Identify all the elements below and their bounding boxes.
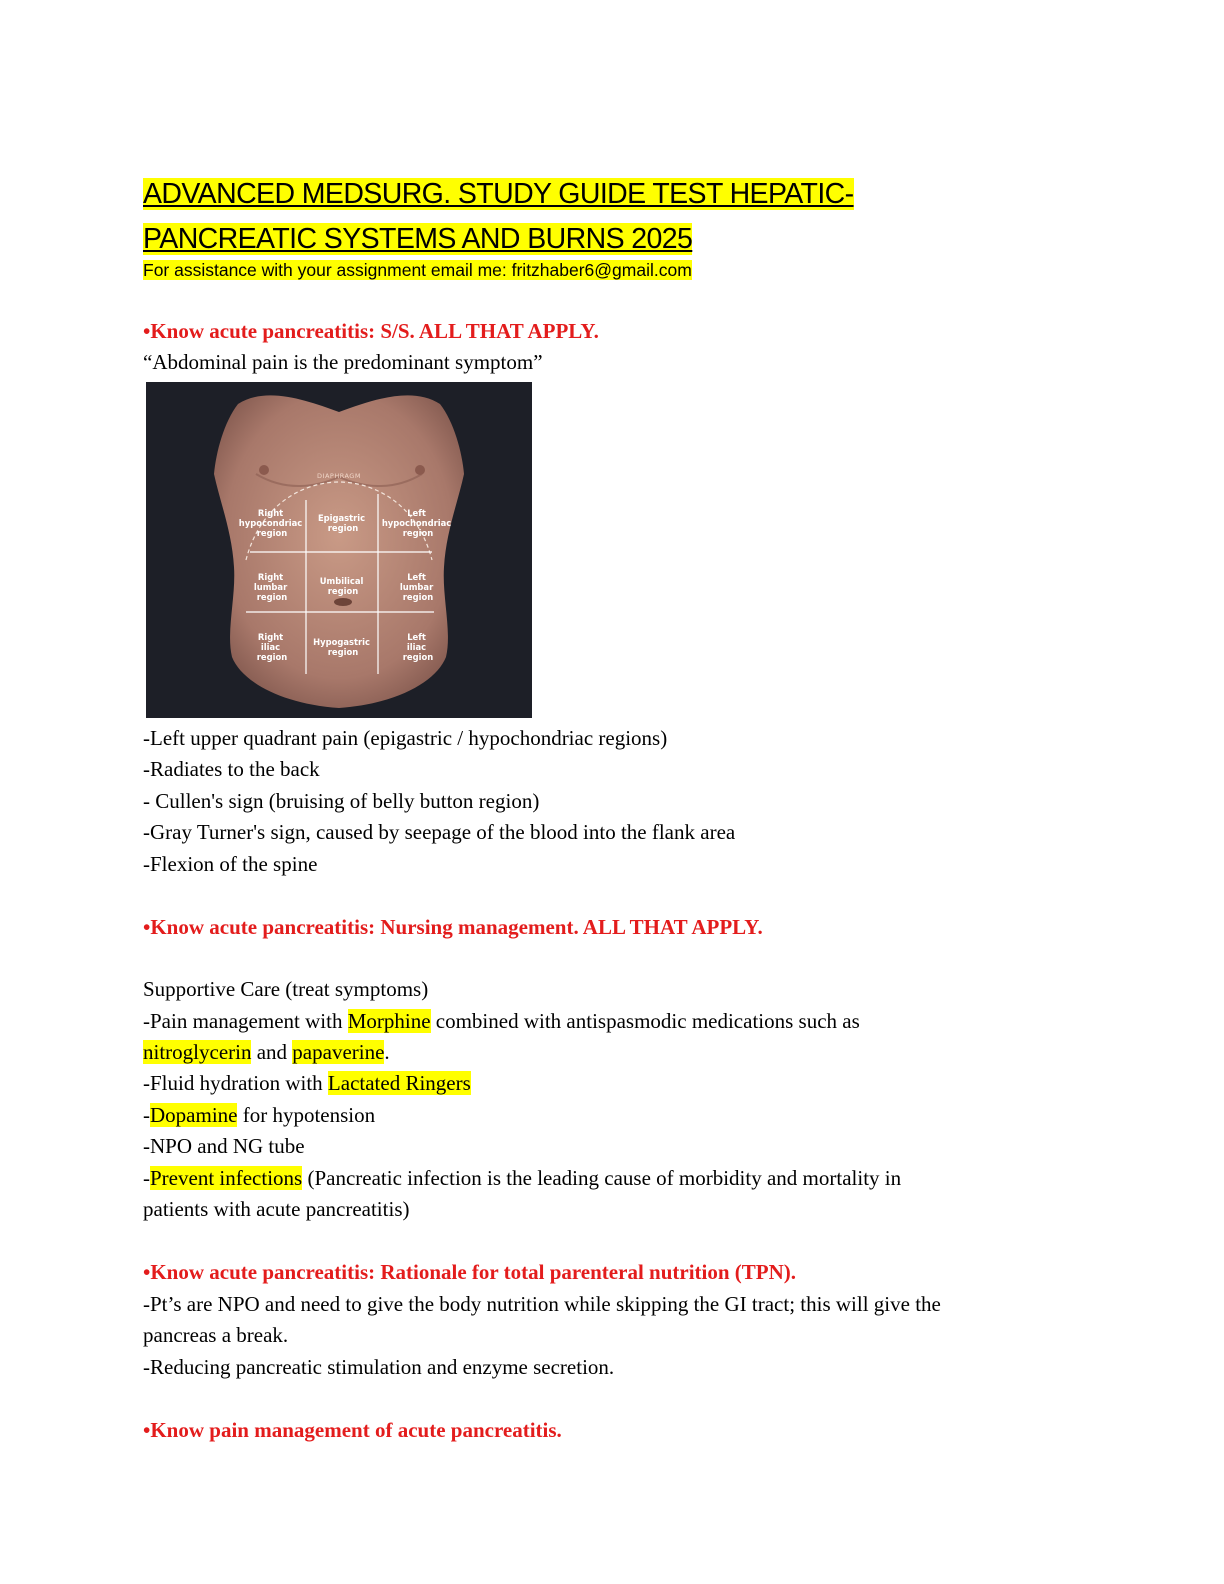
- region-label-umbilical: Umbilical region: [319, 576, 364, 596]
- symptom-item: -Left upper quadrant pain (epigastric / hypochondriac regions): [143, 726, 668, 750]
- npo-line: -NPO and NG tube: [143, 1134, 305, 1158]
- title-line-1: ADVANCED MEDSURG. STUDY GUIDE TEST HEPATIC-: [143, 178, 854, 210]
- highlight-morphine: Morphine: [347, 1009, 431, 1033]
- highlight-dopamine: Dopamine: [150, 1103, 238, 1127]
- left-nipple: [259, 465, 269, 475]
- abdominal-regions-figure: [146, 382, 532, 718]
- dopamine-line: -Dopamine for hypotension: [143, 1103, 376, 1127]
- document-title: [143, 172, 973, 262]
- navel: [334, 598, 352, 606]
- pain-management-line: -Pain management with Morphine combined with antispasmodic medications such as: [143, 1009, 860, 1033]
- section-heading-signs-symptoms: •Know acute pancreatitis: S/S. ALL THAT APPLY.: [143, 319, 599, 343]
- section-heading-pain-management: •Know pain management of acute pancreatitis.: [143, 1418, 562, 1442]
- highlight-prevent-infections: Prevent infections: [150, 1166, 303, 1190]
- tpn-rationale-line-continued: pancreas a break.: [143, 1323, 289, 1347]
- region-label-left-iliac: Left iliac region: [402, 632, 434, 662]
- antispasmodic-line: nitroglycerin and papaverine.: [143, 1040, 390, 1064]
- symptom-item: - Cullen's sign (bruising of belly button region): [143, 789, 540, 813]
- predominant-symptom-quote: “Abdominal pain is the predominant symptom”: [143, 350, 543, 374]
- supportive-care-subheading: Supportive Care (treat symptoms): [143, 977, 429, 1001]
- region-label-right-lumbar: Right lumbar region: [253, 572, 288, 602]
- title-line-2: PANCREATIC SYSTEMS AND BURNS 2025: [143, 223, 693, 255]
- region-label-epigastric: Epigastric region: [317, 513, 366, 533]
- region-label-left-lumbar: Left lumbar region: [399, 572, 434, 602]
- contact-line: [143, 258, 692, 282]
- region-label-hypogastric: Hypogastric region: [313, 637, 370, 657]
- tpn-rationale-line: -Pt’s are NPO and need to give the body nutrition while skipping the GI tract; this will give the: [143, 1292, 941, 1316]
- region-label-right-hypochondriac: Right hypocondriac region: [238, 508, 303, 538]
- region-label-right-iliac: Right iliac region: [256, 632, 288, 662]
- highlight-papaverine: papaverine: [292, 1040, 385, 1064]
- highlight-nitroglycerin: nitroglycerin: [143, 1040, 252, 1064]
- right-nipple: [415, 465, 425, 475]
- infection-line-continued: patients with acute pancreatitis): [143, 1197, 410, 1221]
- diaphragm-label: DIAPHRAGM: [317, 472, 361, 480]
- section-heading-nursing-management: •Know acute pancreatitis: Nursing management. ALL THAT APPLY.: [143, 915, 763, 939]
- section-heading-tpn-rationale: •Know acute pancreatitis: Rationale for total parenteral nutrition (TPN).: [143, 1260, 797, 1284]
- contact-text: For assistance with your assignment email me: fritzhaber6@gmail.com: [143, 260, 692, 280]
- infection-line: -Prevent infections (Pancreatic infection is the leading cause of morbidity and mortality in: [143, 1166, 902, 1190]
- symptom-item: -Flexion of the spine: [143, 852, 318, 876]
- highlight-lactated-ringers: Lactated Ringers: [327, 1071, 471, 1095]
- tpn-rationale-line: -Reducing pancreatic stimulation and enzyme secretion.: [143, 1355, 615, 1379]
- fluid-hydration-line: -Fluid hydration with Lactated Ringers: [143, 1071, 471, 1095]
- symptom-item: -Gray Turner's sign, caused by seepage of the blood into the flank area: [143, 820, 736, 844]
- region-label-left-hypochondriac: Left hypochondriac region: [381, 508, 452, 538]
- abdomen-illustration: [146, 382, 532, 718]
- symptom-item: -Radiates to the back: [143, 757, 320, 781]
